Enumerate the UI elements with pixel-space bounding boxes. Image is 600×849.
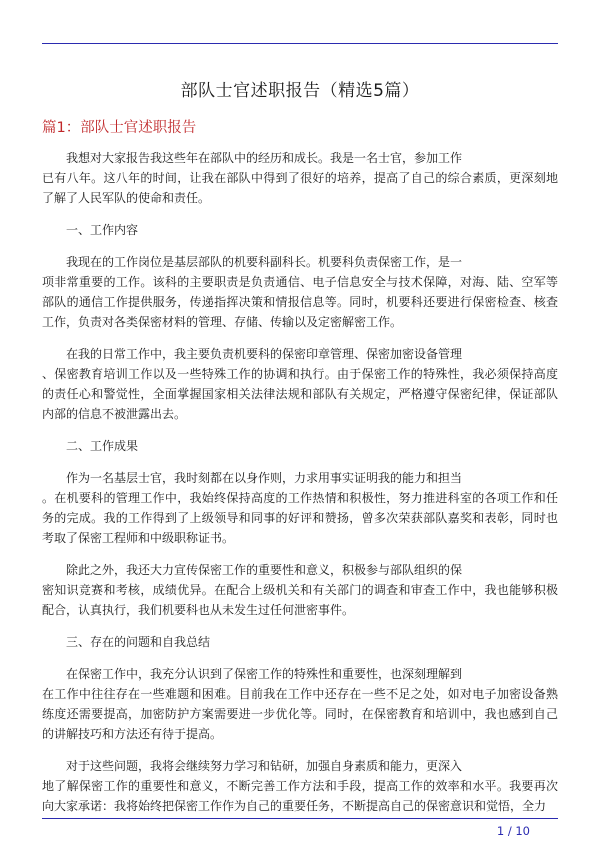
paragraph-line: 地了解保密工作的重要性和意义，不断完善工作方法和手段，提高工作的效率和水平。我要再次 (42, 779, 558, 793)
paragraph-line: 内部的信息不被泄露出去。 (42, 407, 187, 421)
footer-rule (42, 818, 558, 819)
subsection-heading: 二、工作成果 (66, 439, 139, 453)
body-paragraph (42, 560, 558, 620)
paragraph-line: 对于这些问题，我将会继续努力学习和钻研，加强自身素质和能力，更深入 (66, 759, 463, 773)
paragraph-line: 我想对大家报告我这些年在部队中的经历和成长。我是一名士官，参加工作 (66, 151, 463, 165)
paragraph-line: 我现在的工作岗位是基层部队的机要科副科长。机要科负责保密工作，是一 (66, 255, 463, 269)
document-body (42, 148, 558, 828)
paragraph-line: 密知识竞赛和考核，成绩优异。在配合上级机关和有关部门的调查和审查工作中，我也能够积极 (42, 583, 558, 597)
paragraph-line: 在工作中往往存在一些难题和困难。目前我在工作中还存在一些不足之处，如对电子加密设备熟 (42, 687, 558, 701)
paragraph-line: 的责任心和警觉性，全面掌握国家相关法律法规和部队有关规定，严格遵守保密纪律，保证部队 (42, 387, 558, 401)
subsection-heading: 一、工作内容 (66, 223, 139, 237)
body-paragraph (42, 468, 558, 548)
paragraph-line: 练度还需要提高，加密防护方案需要进一步优化等。同时，在保密教育和培训中，我也感到自己 (42, 707, 558, 721)
paragraph-line: 已有八年。这八年的时间，让我在部队中得到了很好的培养，提高了自己的综合素质，更深刻地 (42, 171, 558, 185)
paragraph-line: 除此之外，我还大力宣传保密工作的重要性和意义，积极参与部队组织的保 (66, 563, 463, 577)
paragraph-line: 了解了人民军队的使命和责任。 (42, 191, 211, 205)
body-paragraph (42, 664, 558, 744)
paragraph-line: 配合，认真执行，我们机要科也从未发生过任何泄密事件。 (42, 603, 355, 617)
section-heading: 篇1：部队士官述职报告 (42, 120, 197, 136)
paragraph-line: 向大家承诺：我将始终把保密工作作为自己的重要任务，不断提高自己的保密意识和觉悟，全力 (42, 799, 547, 813)
paragraph-line: 部队的通信工作提供服务，传递指挥决策和情报信息等。同时，机要科还要进行保密检查、核查 (42, 295, 558, 309)
subsection-heading: 三、存在的问题和自我总结 (66, 635, 211, 649)
body-paragraph (42, 252, 558, 332)
page-number: 1 / 10 (496, 824, 530, 838)
paragraph-line: 作为一名基层士官，我时刻都在以身作则，力求用事实证明我的能力和担当 (66, 471, 463, 485)
paragraph-line: 、保密教育培训工作以及一些特殊工作的协调和执行。由于保密工作的特殊性，我必须保持高度 (42, 367, 558, 381)
paragraph-line: 在保密工作中，我充分认识到了保密工作的特殊性和重要性，也深刻理解到 (66, 667, 463, 681)
paragraph-line: 项非常重要的工作。该科的主要职责是负责通信、电子信息安全与技术保障，对海、陆、空军等 (42, 275, 558, 289)
document-title: 部队士官述职报告（精选5篇） (180, 81, 420, 101)
paragraph-line: 考取了保密工程师和中级职称证书。 (42, 531, 235, 545)
paragraph-line: 务的完成。我的工作得到了上级领导和同事的好评和赞扬，曾多次荣获部队嘉奖和表彰，同时也 (42, 511, 558, 525)
header-rule (42, 43, 558, 44)
body-paragraph (42, 148, 558, 208)
paragraph-line: 工作，负责对各类保密材料的管理、存储、传输以及定密解密工作。 (42, 315, 403, 329)
paragraph-line: 的讲解技巧和方法还有待于提高。 (42, 727, 223, 741)
body-paragraph (42, 756, 558, 816)
paragraph-line: 。在机要科的管理工作中，我始终保持高度的工作热情和积极性，努力推进科室的各项工作和任 (42, 491, 558, 505)
body-paragraph (42, 344, 558, 424)
paragraph-line: 在我的日常工作中，我主要负责机要科的保密印章管理、保密加密设备管理 (66, 347, 463, 361)
